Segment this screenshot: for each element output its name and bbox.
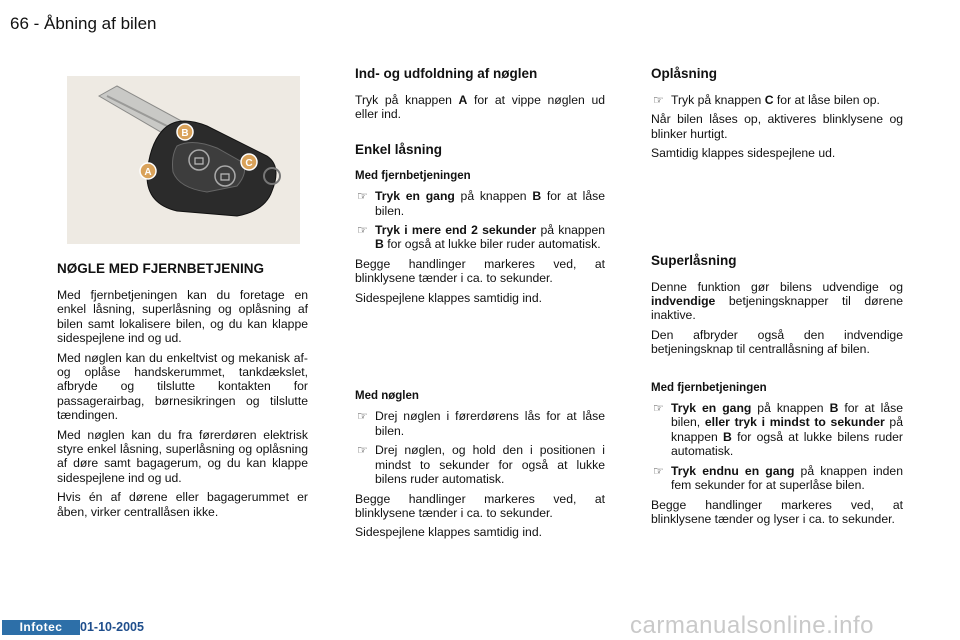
paragraph: Med nøglen kan du enkeltvist og mekanisk af- og oplåse handskerummet, tankdækslet, afbryde og tilslutte kontakten for passagerairbag, børnesikringen og tilslutte tændingen. [57, 350, 308, 423]
label-a: A [144, 167, 152, 178]
paragraph: Den afbryder også den indvendige betjeningsknap til centrallåsning af bilen. [651, 327, 903, 357]
section-heading-superlock: Superlåsning [651, 252, 737, 268]
column-1 [57, 261, 308, 524]
hand-pointer-icon: ☞ [357, 409, 368, 424]
paragraph: Begge handlinger markeres ved, at blinklysene tænder i ca. to sekunder. [355, 491, 605, 520]
label-c: C [245, 158, 253, 169]
key-illustration [67, 76, 300, 244]
hand-pointer-icon: ☞ [357, 189, 368, 204]
label-b-bubble [177, 124, 193, 140]
paragraph: Sidespejlene klappes samtidig ind. [355, 290, 542, 305]
label-c-bubble [241, 154, 257, 170]
paragraph: Begge handlinger markeres ved, at blinklysene tænder i ca. to sekunder. [355, 256, 605, 286]
section-heading-unlock: Oplåsning [651, 66, 718, 81]
hand-pointer-icon: ☞ [653, 401, 664, 416]
section-heading-folding: Ind- og udfoldning af nøglen [355, 66, 538, 81]
hand-pointer-icon: ☞ [357, 223, 368, 238]
list-item: ☞ Tryk en gang på knappen B for at låse bilen. [357, 189, 606, 218]
hand-pointer-icon: ☞ [357, 443, 368, 458]
paragraph: Med nøglen kan du fra førerdøren elektrisk styre enkel låsning, superlåsning og oplåsning af døre samt bagagerum, og du kan klappe sidespejlene ind og ud. [57, 427, 308, 485]
hand-pointer-icon: ☞ [653, 93, 664, 107]
paragraph: Sidespejlene klappes samtidig ind. [355, 525, 542, 540]
paragraph: Begge handlinger markeres ved, at blinklysene tænder og lyser i ca. to sekunder. [651, 497, 903, 526]
paragraph: Samtidig klappes sidespejlene ud. [651, 146, 836, 161]
paragraph-folding: Tryk på knappen A for at vippe nøglen ud eller ind. [355, 93, 606, 122]
subheading-remote: Med fjernbetjeningen [355, 169, 471, 182]
infotec-badge: Infotec [2, 620, 80, 635]
hand-pointer-icon: ☞ [653, 463, 664, 478]
footer-date: 01-10-2005 [80, 620, 144, 634]
paragraph: Når bilen låses op, aktiveres blinklysene og blinker hurtigt. [651, 112, 903, 141]
label-b: B [181, 128, 189, 139]
paragraph: Hvis én af dørene eller bagagerummet er åben, virker centrallåsen ikke. [57, 490, 308, 519]
subheading-key: Med nøglen [355, 390, 419, 403]
list-item: ☞ Drej nøglen i førerdørens lås for at låse bilen. [357, 409, 605, 438]
column-3 [651, 66, 903, 531]
list-item: ☞ Tryk på knappen C for at låse bilen op. [653, 93, 880, 107]
list-item: ☞ Tryk endnu en gang på knappen inden fem sekunder for at superlåse bilen. [653, 463, 903, 493]
label-a-bubble [140, 163, 156, 179]
section-heading-remote-key: NØGLE MED FJERNBETJENING [57, 261, 265, 276]
remote-key-image [67, 76, 300, 244]
list-item: ☞ Tryk en gang på knappen B for at låse bilen, eller tryk i mindst to sekunder på knappen B for også at lukke bilens ruder automatisk. [653, 401, 904, 459]
section-heading-simple-lock: Enkel låsning [355, 141, 443, 157]
page-header [0, 0, 960, 44]
paragraph: Med fjernbetjeningen kan du foretage en enkel låsning, superlåsning og oplåsning af bilen samt lokalisere bilen, og du kan klappe sidespejlene ind og ud. [57, 288, 308, 346]
column-2 [355, 66, 605, 545]
paragraph-superlock: Denne funktion gør bilens udvendige og indvendige betjeningsknapper til dørene inaktive. [651, 279, 903, 323]
page-title: 66 - Åbning af bilen [10, 14, 157, 33]
list-item: ☞ Tryk i mere end 2 sekunder på knappen B for også at lukke biler ruder automatisk. [357, 223, 605, 252]
subheading-remote: Med fjernbetjeningen [651, 381, 767, 394]
watermark: carmanualsonline.info [630, 612, 874, 639]
list-item: ☞ Drej nøglen, og hold den i positionen i mindst to sekunder for også at lukke bilens ruder automatisk. [357, 443, 605, 487]
